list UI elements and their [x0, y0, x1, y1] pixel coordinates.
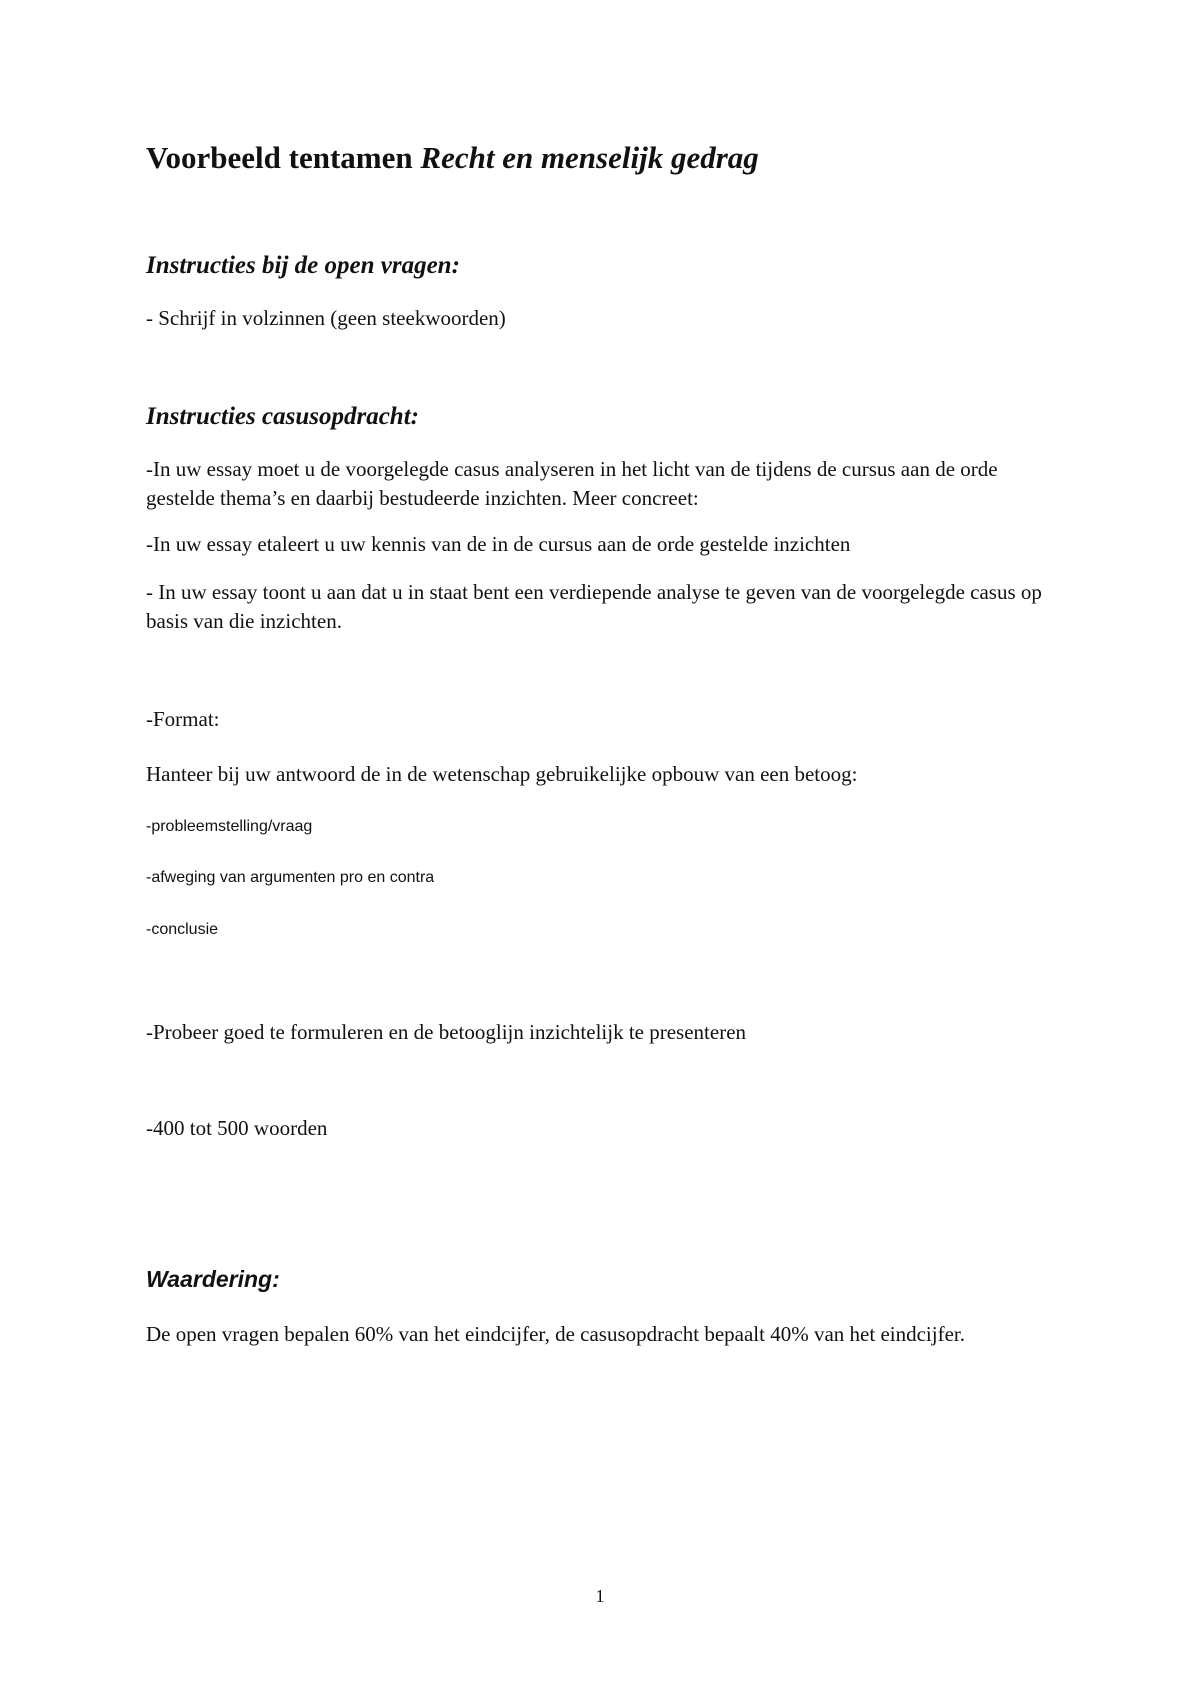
- page-number: 1: [595, 1586, 605, 1606]
- title-bold-part: Voorbeeld tentamen: [146, 140, 421, 175]
- format-item-arguments: -afweging van argumenten pro en contra: [146, 869, 435, 886]
- grading-heading: Waardering:: [146, 1266, 280, 1292]
- document-title: [146, 140, 759, 176]
- open-questions-instruction: - Schrijf in volzinnen (geen steekwoorden): [146, 306, 506, 330]
- format-length: -400 tot 500 woorden: [146, 1116, 328, 1140]
- grading-text: De open vragen bepalen 60% van het eindcijfer, de casusopdracht bepaalt 40% van het eindcijfer.: [146, 1322, 965, 1346]
- case-assignment-paragraph-3: - In uw essay toont u aan dat u in staat bent een verdiepende analyse te geven van de voorgelegde casus op basis van die inzichten.: [146, 580, 1042, 633]
- format-label: -Format:: [146, 707, 220, 731]
- format-advice: -Probeer goed te formuleren en de betooglijn inzichtelijk te presenteren: [146, 1020, 747, 1044]
- format-item-problem: -probleemstelling/vraag: [146, 818, 313, 835]
- title-italic-part: Recht en menselijk gedrag: [420, 140, 759, 175]
- case-assignment-paragraph-2: -In uw essay etaleert u uw kennis van de in de cursus aan de orde gestelde inzichten: [146, 532, 851, 556]
- format-intro: Hanteer bij uw antwoord de in de wetenschap gebruikelijke opbouw van een betoog:: [146, 762, 858, 786]
- case-assignment-paragraph-1: -In uw essay moet u de voorgelegde casus analyseren in het licht van de tijdens de cursus aan de orde gestelde thema’s en daarbij bestudeerde inzichten. Meer concreet:: [146, 457, 998, 510]
- format-item-conclusion: -conclusie: [146, 921, 219, 938]
- open-questions-heading: Instructies bij de open vragen:: [146, 252, 460, 279]
- case-assignment-heading: Instructies casusopdracht:: [146, 403, 419, 430]
